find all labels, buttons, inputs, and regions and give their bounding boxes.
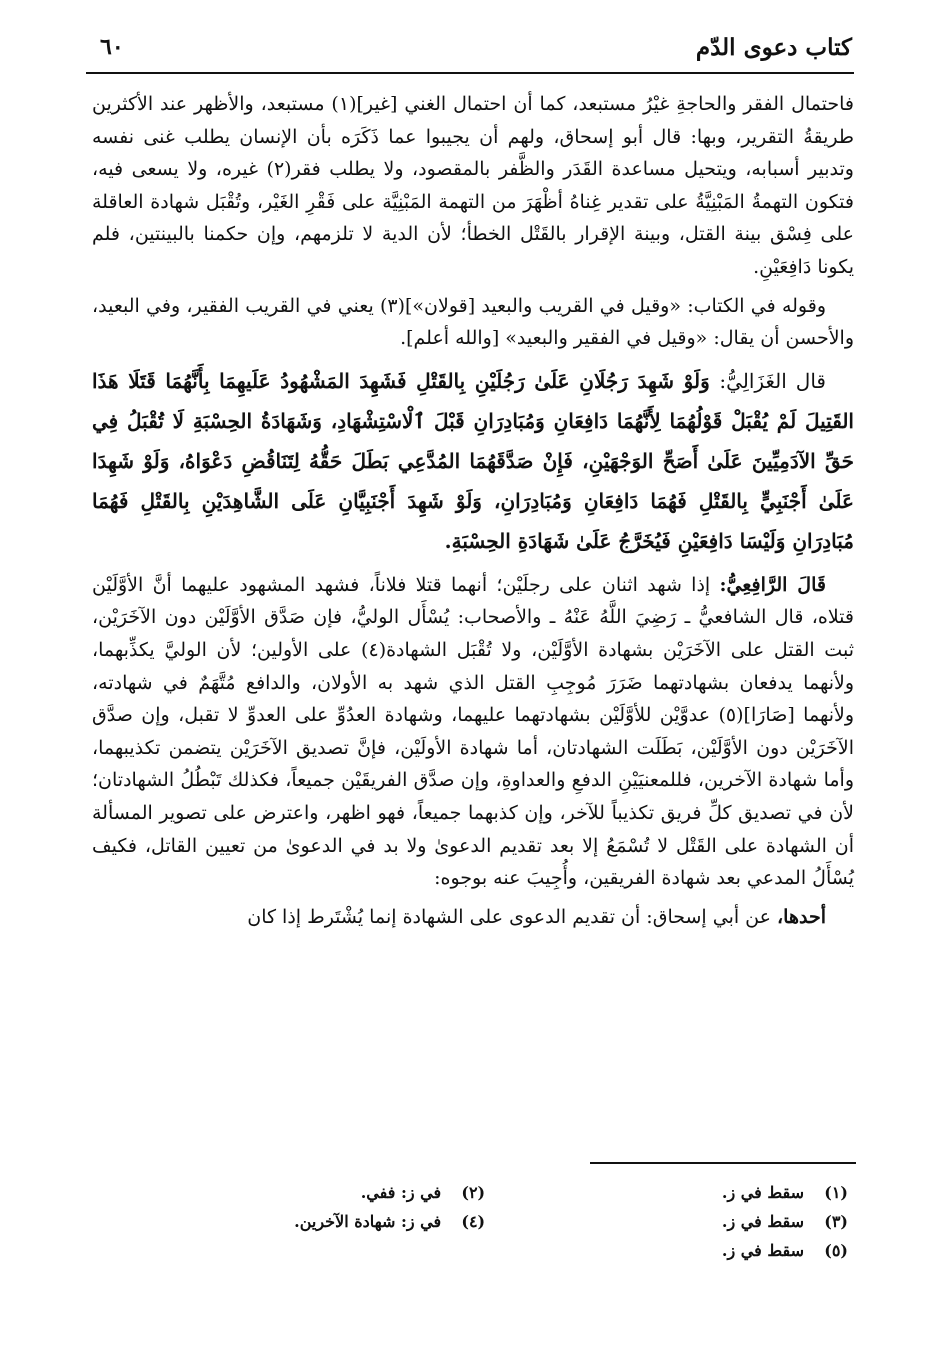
rafii-label: قَالَ الرَّافِعِيُّ: (719, 573, 826, 596)
footnotes (92, 1178, 848, 1265)
footnote-row (92, 1207, 848, 1236)
paragraph-5 (92, 901, 854, 934)
footnote-1: (١)سقط في ز. (721, 1183, 848, 1202)
ghazali-label: قال الغَزَالِيُّ: (719, 368, 826, 393)
main-text (92, 88, 854, 939)
footnote-2: (٢)في ز: ففي. (360, 1183, 486, 1202)
footnote-5: (٥)سقط في ز. (721, 1241, 848, 1260)
running-header (86, 28, 854, 74)
matn-paragraph (92, 361, 854, 561)
footnote-row (92, 1178, 848, 1207)
first-reply-label: أحدها، (777, 905, 826, 928)
paragraph-1: فاحتمال الفقر والحاجةِ غيْرُ مستبعد، كما أن احتمال الغني [غير](١) مستبعد، والأظهر عند الأكثرين طريقةُ التقرير، وبها: قال أبو إسحاق، ولهم أن يجيبوا عما ذَكَرَه بأن الإنسان يطلب غنى نفسه وتدبير أسبابه، ويتحيل مساعدة القَدَر والظَّفر بالمقصود، ولا يطلب فقر(٢) غيره، ولا يسعى فيه، فتكون التهمةُ المَبْنِيَّةُ على تقدير غِناهُ أظْهَرَ من التهمة المَبْنِيَّة على فَقْرِ الغَيْر، وتُقْبَل شهادة العاقلة على فِسْق بينة القتل، وبينة الإقرار بالقَتْل الخطأ؛ لأن الدية لا تلزمهم، وإن حكمنا بالبينتين، فلم يكونا دَافِعَيْنِ. (92, 93, 854, 278)
page-number: ٦٠ (100, 34, 124, 60)
footnote-4: (٤)في ز: شهادة الآخرين. (294, 1212, 486, 1231)
paragraph-5-text: عن أبي إسحاق: أن تقديم الدعوى على الشهادة إنما يُشْتَرط إذا كان (247, 905, 771, 928)
commentary-paragraph (92, 569, 854, 895)
book-title: كتاب دعوى الدّم (695, 34, 852, 61)
matn-text: وَلَوْ شَهِدَ رَجُلَانِ عَلَىٰ رَجُلَيْنِ بِالقَتْلِ فَشَهِدَ المَشْهُودُ عَلَيهِمَا بِأَنَّهُمَا قَتَلَا هَذَا القَتِيلَ لَمْ يُقْبَلْ قَوْلُهُمَا لِأَنَّهُمَا دَافِعَانِ وَمُبَادِرَانِ قَبْلَ ٱلْاسْتِشْهَادِ، وَشَهَادَةُ الحِسْبَةِ لَا تُقْبَلُ فِي حَقِّ الآدَمِيِّينَ عَلَىٰ أَصَحِّ الوَجْهَيْنِ، فَإِنْ صَدَّقَهُمَا المُدَّعِي بَطَلَ حَقُّهُ لِتَنَاقُضِ دَعْوَاهُ، وَلَوْ شَهِدَا عَلَىٰ أَجْنَبِيٍّ بِالقَتْلِ فَهُمَا دَافِعَانِ وَمُبَادِرَانِ، وَلَوْ شَهِدَ أَجْنَبِيَّانِ عَلَى الشَّاهِدَيْنِ بِالقَتْلِ فَهُمَا مُبَادِرَانِ وَلَيْسَا دَافِعَيْنِ فَيُخَرَّجُ عَلَىٰ شَهَادَةِ الحِسْبَةِ. (92, 368, 854, 553)
commentary-text: إذا شهد اثنان على رجلَيْن؛ أنهما قتلا فلاناً، فشهد المشهود عليهما أنَّ الأوَّلَيْن قتلاه، قال الشافعيُّ ـ رَضِيَ اللَّهُ عَنْهُ ـ والأصحاب: يُسْأَل الوليُّ، فإن صَدَّق الأوَّلَيْن دون الآخَرَيْن، ثبت القتل على الآخَرَيْن بشهادة الأوَّلَيْن، ولا تُقْبَل الشهادة(٤) على الأولين؛ لأن الوليَّ يكذِّبهما، ولأنهما يدفعان بشهادتهما ضَرَرَ مُوجِبِ القتل الذي شهد به الأولان، والدافع مُتَّهَمٌ في شهادته، ولأنهما [صَارَا](٥) عدوَّيْن للأوَّلَيْن بشهادتهما عليهما، وشهادة العدُوِّ على العدوِّ لا تقبل، وإن صدَّق الآخَرَيْن دون الأوَّلَيْن، بَطَلَت الشهادتان، أما شهادة الأولَيْن، فإنَّ تصديق الآخَرَيْن يتضمن تكذيبهما، وأما شهادة الآخرين، فللمعنيَيْنِ الدفعِ والعداوةِ، وإن صدَّق الفريقَيْن جميعاً، فكذلك تَبْطُلُ الشهادتان؛ لأن في تصديق كلِّ فريق تكذيباً للآخر، وإن كذبهما جميعاً، فهو اظهر، واعترض على تصوير المسألة أن الشهادة على القَتْل لا تُسْمَعُ إلا بعد تقديم الدعوىٰ ولا بد في الدعوىٰ من تعيين القاتل، فكيف يُسْأَلُ المدعي بعد شهادة الفريقين، وأُجِيبَ عنه بوجوه: (92, 573, 855, 890)
footnote-3: (٣)سقط في ز. (721, 1212, 848, 1231)
footnote-row (92, 1236, 848, 1265)
paragraph-2: وقوله في الكتاب: «وقيل في القريب والبعيد [قولان»](٣) يعني في القريب الفقير، وفي البعيد، والأحسن أن يقال: «وقيل في الفقير والبعيد» [والله أعلم]. (92, 294, 854, 350)
footnote-divider (590, 1162, 856, 1164)
